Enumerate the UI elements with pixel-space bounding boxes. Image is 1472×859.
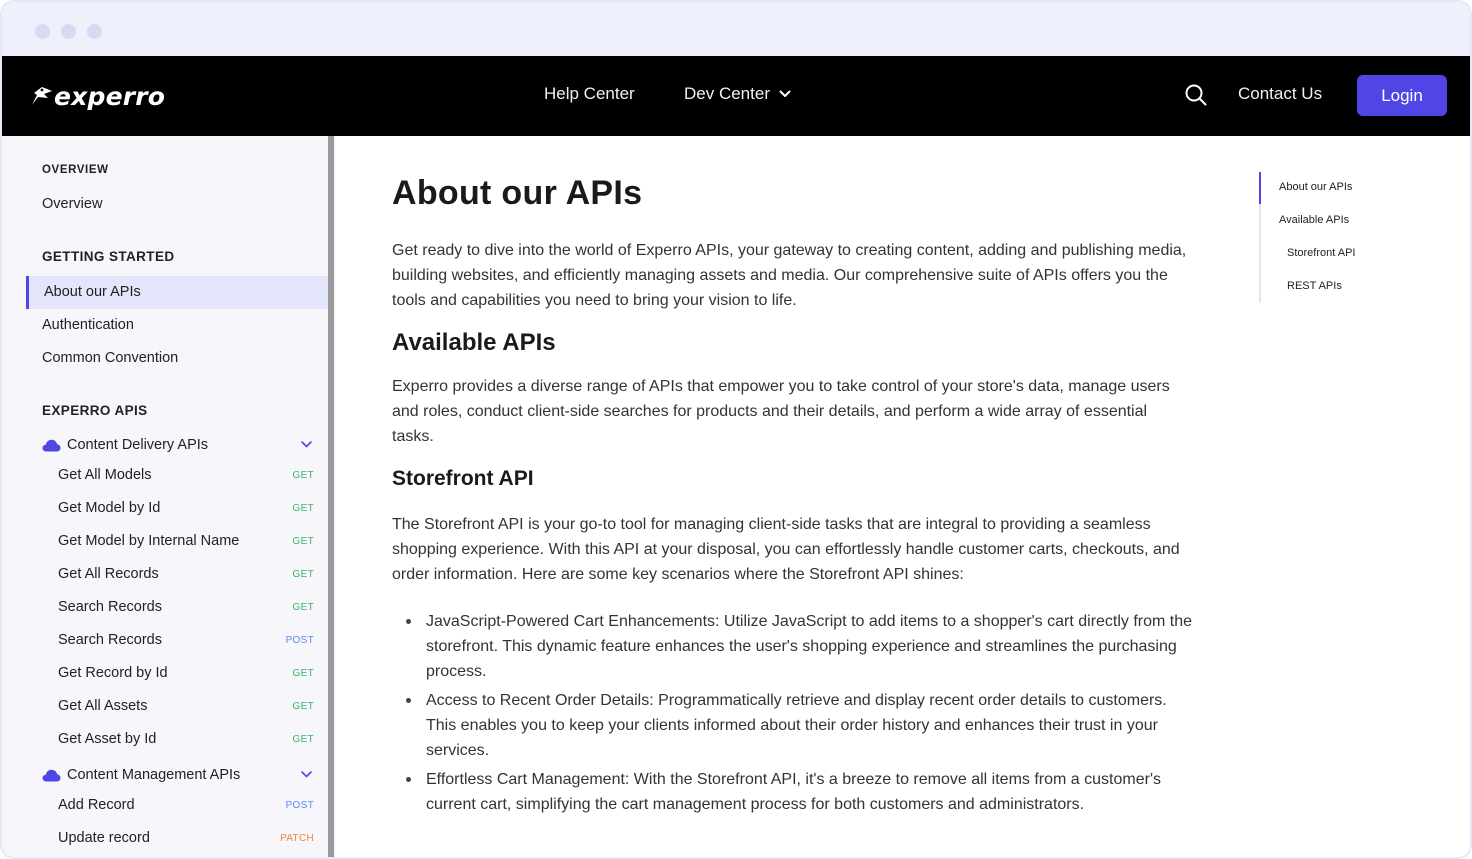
window-maximize-dot[interactable] bbox=[87, 24, 102, 39]
group-label: Content Delivery APIs bbox=[67, 437, 209, 453]
sidebar-api-item[interactable] bbox=[58, 533, 314, 555]
nav-contact-us[interactable]: Contact Us bbox=[1238, 84, 1323, 103]
nav-dev-center-label: Dev Center bbox=[684, 84, 770, 103]
search-icon[interactable] bbox=[1184, 83, 1208, 107]
sidebar-item-common-convention[interactable]: Common Convention bbox=[42, 350, 179, 366]
method-badge: POST bbox=[285, 800, 314, 811]
sidebar-api-item[interactable] bbox=[58, 797, 314, 819]
toc-active-indicator bbox=[1259, 172, 1261, 204]
nav-dev-center[interactable] bbox=[684, 84, 791, 104]
top-navbar bbox=[2, 56, 1470, 136]
method-badge: GET bbox=[292, 536, 314, 547]
storefront-scenarios-list bbox=[404, 609, 1194, 821]
storefront-paragraph: The Storefront API is your go-to tool for managing client-side tasks that are integral to providing a seamless shopping experience. With this API at your disposal, you can effortlessly handle customer carts, checkouts, and order information. Here are some key scenarios where the Storefront API shines: bbox=[392, 516, 1180, 583]
method-badge: GET bbox=[292, 503, 314, 514]
experro-logo[interactable] bbox=[30, 78, 165, 114]
chevron-down-icon[interactable] bbox=[301, 441, 312, 448]
window-minimize-dot[interactable] bbox=[61, 24, 76, 39]
api-label: Get Record by Id bbox=[58, 665, 168, 681]
intro-paragraph: Get ready to dive into the world of Experro APIs, your gateway to creating content, adding and publishing media, building websites, and efficiently managing assets and media. Our comprehensive suite of APIs offers you the tools and capabilities you need to bring your vision to life. bbox=[392, 242, 1187, 309]
sidebar-api-item[interactable] bbox=[58, 500, 314, 522]
method-badge: POST bbox=[285, 635, 314, 646]
sidebar-item-authentication[interactable]: Authentication bbox=[42, 317, 134, 333]
heading-storefront-api: Storefront API bbox=[392, 467, 534, 490]
api-label: Update record bbox=[58, 830, 150, 846]
list-item: Effortless Cart Management: With the Storefront API, it's a breeze to remove all items from a customer's current cart, simplifying the cart management process for both customers and administrators. bbox=[404, 767, 1194, 817]
sidebar-api-item[interactable] bbox=[58, 632, 314, 654]
method-badge: GET bbox=[292, 470, 314, 481]
available-apis-paragraph: Experro provides a diverse range of APIs that empower you to take control of your store's data, manage users and roles, conduct client-side searches for products and their details, and perform a wide array of essential tasks. bbox=[392, 378, 1170, 445]
window-titlebar bbox=[2, 2, 1470, 56]
sidebar-api-item[interactable] bbox=[58, 698, 314, 720]
toc-item-storefront-api[interactable]: Storefront API bbox=[1287, 247, 1356, 259]
sidebar-heading-experro-apis: EXPERRO APIS bbox=[42, 403, 148, 418]
sidebar-item-about-our-apis[interactable]: About our APIs bbox=[44, 284, 141, 300]
api-label: Search Records bbox=[58, 599, 162, 615]
sidebar-api-item[interactable] bbox=[58, 830, 314, 852]
chevron-down-icon bbox=[779, 90, 791, 98]
window-close-dot[interactable] bbox=[35, 24, 50, 39]
sidebar-api-item[interactable] bbox=[58, 599, 314, 621]
method-badge: GET bbox=[292, 668, 314, 679]
api-label: Search Records bbox=[58, 632, 162, 648]
sidebar-item-overview[interactable]: Overview bbox=[42, 196, 103, 212]
list-item: Access to Recent Order Details: Programmatically retrieve and display recent order details to customers. This enables you to keep your clients informed about their order history and enhances their trust in your services. bbox=[404, 688, 1194, 763]
method-badge: GET bbox=[292, 602, 314, 613]
brand-name: experro bbox=[54, 81, 166, 111]
docs-sidebar bbox=[2, 136, 336, 859]
sidebar-group-content-management[interactable] bbox=[42, 764, 314, 786]
toc-item-rest-apis[interactable]: REST APIs bbox=[1287, 280, 1342, 292]
list-item: JavaScript-Powered Cart Enhancements: Utilize JavaScript to add items to a shopper's cart directly from the storefront. This dynamic feature enhances the user's shopping experience and streamlines the purchasing process. bbox=[404, 609, 1194, 684]
toc-item-available-apis[interactable]: Available APIs bbox=[1279, 214, 1350, 226]
method-badge: GET bbox=[292, 569, 314, 580]
sidebar-api-item[interactable] bbox=[58, 731, 314, 753]
method-badge: PATCH bbox=[280, 833, 314, 844]
api-label: Get All Models bbox=[58, 467, 152, 483]
experro-logo-mark-icon bbox=[30, 83, 54, 109]
method-badge: GET bbox=[292, 701, 314, 712]
sidebar-heading-getting-started: GETTING STARTED bbox=[42, 249, 175, 264]
sidebar-scrollbar[interactable] bbox=[328, 136, 334, 859]
group-label: Content Management APIs bbox=[67, 767, 241, 783]
method-badge: GET bbox=[292, 734, 314, 745]
sidebar-api-item[interactable] bbox=[58, 665, 314, 687]
table-of-contents bbox=[1259, 172, 1449, 303]
chevron-down-icon[interactable] bbox=[301, 771, 312, 778]
sidebar-group-content-delivery[interactable] bbox=[42, 434, 314, 456]
cloud-icon bbox=[42, 769, 61, 782]
login-button[interactable]: Login bbox=[1357, 75, 1447, 116]
heading-available-apis: Available APIs bbox=[392, 329, 556, 356]
api-label: Get Asset by Id bbox=[58, 731, 157, 747]
sidebar-api-item[interactable] bbox=[58, 566, 314, 588]
api-label: Get All Records bbox=[58, 566, 159, 582]
api-label: Get Model by Id bbox=[58, 500, 161, 516]
api-label: Get All Assets bbox=[58, 698, 148, 714]
cloud-icon bbox=[42, 439, 61, 452]
nav-help-center[interactable]: Help Center bbox=[544, 84, 635, 103]
page-title: About our APIs bbox=[392, 174, 643, 212]
api-label: Get Model by Internal Name bbox=[58, 533, 240, 549]
api-label: Add Record bbox=[58, 797, 135, 813]
sidebar-heading-overview: OVERVIEW bbox=[42, 164, 109, 176]
sidebar-api-item[interactable] bbox=[58, 467, 314, 489]
toc-item-about-our-apis[interactable]: About our APIs bbox=[1279, 181, 1353, 193]
